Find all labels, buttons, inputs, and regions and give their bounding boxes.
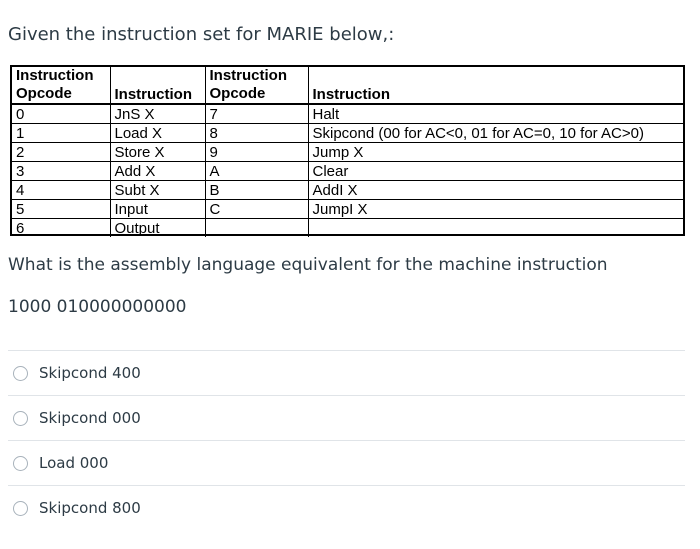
instruction-cell: Halt <box>308 104 683 124</box>
instruction-cell: Subt X <box>110 181 205 200</box>
instruction-cell: Load X <box>110 124 205 143</box>
instruction-cell: JumpI X <box>308 200 683 219</box>
opcode-cell: 2 <box>12 143 110 162</box>
radio-button[interactable] <box>13 411 28 426</box>
instruction-cell: Store X <box>110 143 205 162</box>
table-row <box>12 181 683 200</box>
answer-label: Skipcond 400 <box>39 364 141 382</box>
opcode-cell: 1 <box>12 124 110 143</box>
table-row <box>12 104 683 124</box>
opcode-cell: 8 <box>205 124 308 143</box>
table-header-row <box>12 67 683 104</box>
instruction-cell: AddI X <box>308 181 683 200</box>
opcode-cell: 0 <box>12 104 110 124</box>
header-opcode-1: Instruction Opcode <box>12 67 110 104</box>
instruction-cell: Output <box>110 219 205 238</box>
answer-option[interactable] <box>8 440 685 485</box>
instruction-cell: JnS X <box>110 104 205 124</box>
opcode-cell: C <box>205 200 308 219</box>
radio-button[interactable] <box>13 501 28 516</box>
opcode-cell: 4 <box>12 181 110 200</box>
opcode-cell: 7 <box>205 104 308 124</box>
answer-label: Skipcond 800 <box>39 499 141 517</box>
answer-label: Load 000 <box>39 454 109 472</box>
machine-instruction: 1000 010000000000 <box>8 297 187 317</box>
radio-button[interactable] <box>13 366 28 381</box>
answer-label: Skipcond 000 <box>39 409 141 427</box>
opcode-cell <box>205 219 308 238</box>
opcode-cell: 5 <box>12 200 110 219</box>
answer-option[interactable] <box>8 350 685 395</box>
instruction-cell: Add X <box>110 162 205 181</box>
opcode-cell: 6 <box>12 219 110 238</box>
answer-option[interactable] <box>8 485 685 530</box>
table-row <box>12 162 683 181</box>
radio-button[interactable] <box>13 456 28 471</box>
question-intro: Given the instruction set for MARIE below,: <box>8 24 395 45</box>
table-row <box>12 124 683 143</box>
answer-option[interactable] <box>8 395 685 440</box>
table-row <box>12 200 683 219</box>
instruction-cell: Clear <box>308 162 683 181</box>
opcode-cell: A <box>205 162 308 181</box>
opcode-cell: B <box>205 181 308 200</box>
table-row <box>12 219 683 238</box>
header-opcode-2: Instruction Opcode <box>205 67 308 104</box>
header-instruction-1: Instruction <box>110 67 205 104</box>
instruction-cell: Skipcond (00 for AC<0, 01 for AC=0, 10 for AC>0) <box>308 124 683 143</box>
answer-list <box>8 350 685 530</box>
instruction-set-table <box>10 65 685 236</box>
table-row <box>12 143 683 162</box>
instruction-cell <box>308 219 683 238</box>
opcode-cell: 3 <box>12 162 110 181</box>
question-text: What is the assembly language equivalent for the machine instruction <box>8 255 608 275</box>
instruction-cell: Input <box>110 200 205 219</box>
instruction-cell: Jump X <box>308 143 683 162</box>
opcode-cell: 9 <box>205 143 308 162</box>
header-instruction-2: Instruction <box>308 67 683 104</box>
